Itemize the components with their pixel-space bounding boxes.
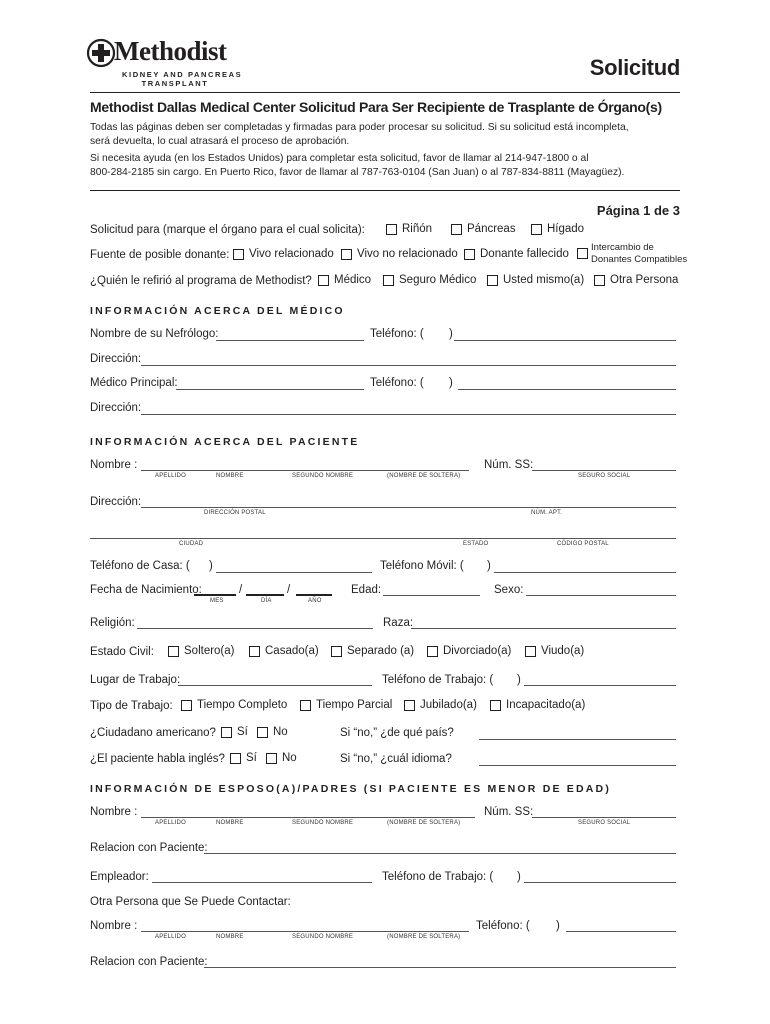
sub-label-maiden: (NOMBRE DE SOLTERA) <box>387 934 461 940</box>
sub-label-ss: SEGURO SOCIAL <box>578 820 631 826</box>
nephrologist-phone-field[interactable] <box>454 340 676 341</box>
organ-label: Solicitud para (marque el órgano para el cual solicita): <box>90 224 365 236</box>
mobile-phone-field[interactable] <box>494 572 676 573</box>
dob-month-field[interactable] <box>194 594 236 596</box>
dob-label: Fecha de Nacimiento: <box>90 584 202 596</box>
checkbox[interactable] <box>181 700 192 711</box>
checkbox[interactable] <box>427 646 438 657</box>
checkbox[interactable] <box>233 249 244 260</box>
intro-line-3: Si necesita ayuda (en los Estados Unidos) para completar esta solicitud, favor de llamar al 214-947-1800 o al <box>90 153 589 164</box>
checkbox[interactable] <box>266 753 277 764</box>
religion-field[interactable] <box>137 628 373 629</box>
checkbox[interactable] <box>531 224 542 235</box>
referral-option-self[interactable]: Usted mismo(a) <box>487 274 584 286</box>
intro-line-4: 800-284-2185 sin cargo. En Puerto Rico, favor de llamar al 787-763-0104 (San Juan) o al 787-834-8811 (Mayagüez). <box>90 167 625 178</box>
nephrologist-field[interactable] <box>216 340 364 341</box>
primary-address-field[interactable] <box>141 414 676 415</box>
checkbox[interactable] <box>383 275 394 286</box>
sub-label-ss: SEGURO SOCIAL <box>578 473 631 479</box>
spouse-ss-label: Núm. SS: <box>484 806 534 818</box>
marital-label: Estado Civil: <box>90 646 154 658</box>
page-number: Página 1 de 3 <box>596 203 680 218</box>
primary-address-label: Dirección: <box>90 402 142 414</box>
contact-phone-close: ) <box>556 920 560 932</box>
patient-name-label: Nombre : <box>90 459 138 471</box>
other-contact-label: Otra Persona que Se Puede Contactar: <box>90 896 291 908</box>
dob-slash-2: / <box>287 584 291 596</box>
referral-option-doctor[interactable]: Médico <box>318 274 371 286</box>
primary-phone-close: ) <box>449 377 453 389</box>
english-option-no[interactable]: No <box>266 752 297 764</box>
logo-name: Methodist <box>114 36 227 66</box>
checkbox[interactable] <box>331 646 342 657</box>
sub-label-surname: APELLIDO <box>155 820 186 826</box>
workplace-field[interactable] <box>178 685 372 686</box>
referral-option-other[interactable]: Otra Persona <box>594 274 678 286</box>
citizen-label: ¿Ciudadano americano? <box>90 727 216 739</box>
spouse-work-phone-close: ) <box>517 871 521 883</box>
sub-label-apt: NÚM. APT. <box>531 510 563 516</box>
citizen-option-yes[interactable]: Sí <box>221 726 248 738</box>
home-phone-close: ) <box>209 560 213 572</box>
nephrologist-phone-close: ) <box>449 328 453 340</box>
checkbox[interactable] <box>300 700 311 711</box>
home-phone-label: Teléfono de Casa: ( <box>90 560 190 572</box>
spouse-work-phone-label: Teléfono de Trabajo: ( <box>382 871 494 883</box>
logo-subtitle-1: KIDNEY AND PANCREAS <box>122 70 243 79</box>
spouse-ss-field[interactable] <box>532 817 676 818</box>
donor-label: Fuente de posible donante: <box>90 249 230 261</box>
sub-label-middlename: SEGUNDO NOMBRE <box>292 820 354 826</box>
organ-option-kidney[interactable]: Riñón <box>386 223 432 235</box>
nephrologist-label: Nombre de su Nefrólogo: <box>90 328 219 340</box>
primary-doctor-field[interactable] <box>176 389 364 390</box>
logo-subtitle-2: TRANSPLANT <box>141 79 209 88</box>
work-option-disabled[interactable]: Incapacitado(a) <box>490 699 585 711</box>
contact-relation-label: Relacion con Paciente: <box>90 956 208 968</box>
sub-label-middlename: SEGUNDO NOMBRE <box>292 934 354 940</box>
sub-label-maiden: (NOMBRE DE SOLTERA) <box>387 820 461 826</box>
donor-option-related[interactable]: Vivo relacionado <box>233 248 334 260</box>
sub-label-firstname: NOMBRE <box>216 473 244 479</box>
employer-field[interactable] <box>152 882 372 883</box>
checkbox[interactable] <box>318 275 329 286</box>
checkbox[interactable] <box>404 700 415 711</box>
sex-field[interactable] <box>526 595 676 596</box>
spouse-relation-label: Relacion con Paciente: <box>90 842 208 854</box>
sub-label-month: MES <box>210 598 224 604</box>
sub-label-day: DÍA <box>261 598 272 604</box>
doctor-address-field[interactable] <box>141 365 676 366</box>
dob-day-field[interactable] <box>246 594 284 596</box>
checkbox[interactable] <box>341 249 352 260</box>
patient-address-label: Dirección: <box>90 496 142 508</box>
work-type-label: Tipo de Trabajo: <box>90 700 173 712</box>
section-heading-spouse: INFORMACIÓN DE ESPOSO(A)/PADRES (SI PACIENTE ES MENOR DE EDAD) <box>90 783 612 795</box>
work-phone-label: Teléfono de Trabajo: ( <box>382 674 494 686</box>
work-phone-field[interactable] <box>524 685 676 686</box>
checkbox[interactable] <box>386 224 397 235</box>
section-heading-patient: INFORMACIÓN ACERCA DEL PACIENTE <box>90 436 360 448</box>
cross-globe-icon <box>86 38 116 68</box>
language-field[interactable] <box>479 765 676 766</box>
language-label: Si “no,” ¿cuál idioma? <box>340 753 452 765</box>
race-field[interactable] <box>411 628 676 629</box>
form-title: Methodist Dallas Medical Center Solicitud Para Ser Recipiente de Trasplante de Órgano(s) <box>90 99 662 115</box>
marital-option-single[interactable]: Soltero(a) <box>168 645 235 657</box>
primary-doctor-label: Médico Principal: <box>90 377 178 389</box>
race-label: Raza: <box>383 617 414 629</box>
page-title: Solicitud <box>589 55 680 80</box>
work-option-retired[interactable]: Jubilado(a) <box>404 699 477 711</box>
donor-option-unrelated[interactable]: Vivo no relacionado <box>341 248 458 260</box>
checkbox[interactable] <box>257 727 268 738</box>
checkbox[interactable] <box>230 753 241 764</box>
checkbox[interactable] <box>464 249 475 260</box>
sub-label-zip: CÓDIGO POSTAL <box>557 541 609 547</box>
contact-relation-field[interactable] <box>204 967 676 968</box>
sub-label-state: ESTADO <box>463 541 489 547</box>
marital-option-separated[interactable]: Separado (a) <box>331 645 414 657</box>
checkbox[interactable] <box>525 646 536 657</box>
contact-name-field[interactable] <box>141 931 469 932</box>
age-label: Edad: <box>351 584 382 596</box>
patient-ss-label: Núm. SS: <box>484 459 534 471</box>
section-heading-doctor: INFORMACIÓN ACERCA DEL MÉDICO <box>90 305 345 317</box>
referral-label: ¿Quién le refirió al programa de Methodist? <box>90 275 312 287</box>
work-option-parttime[interactable]: Tiempo Parcial <box>300 699 392 711</box>
work-option-fulltime[interactable]: Tiempo Completo <box>181 699 287 711</box>
sub-label-surname: APELLIDO <box>155 473 186 479</box>
work-phone-close: ) <box>517 674 521 686</box>
checkbox[interactable] <box>490 700 501 711</box>
patient-city-field[interactable] <box>90 538 676 539</box>
primary-phone-label: Teléfono: ( <box>370 377 424 389</box>
sub-label-firstname: NOMBRE <box>216 820 244 826</box>
mobile-phone-label: Teléfono Móvil: ( <box>380 560 464 572</box>
age-field[interactable] <box>383 595 480 596</box>
spouse-work-phone-field[interactable] <box>524 882 676 883</box>
nephrologist-phone-label: Teléfono: ( <box>370 328 424 340</box>
sub-label-maiden: (NOMBRE DE SOLTERA) <box>387 473 461 479</box>
spouse-name-label: Nombre : <box>90 806 138 818</box>
primary-phone-field[interactable] <box>458 389 676 390</box>
citizen-option-no[interactable]: No <box>257 726 288 738</box>
sub-label-middlename: SEGUNDO NOMBRE <box>292 473 354 479</box>
marital-option-married[interactable]: Casado(a) <box>249 645 319 657</box>
spouse-name-field[interactable] <box>141 817 475 818</box>
contact-name-label: Nombre : <box>90 920 138 932</box>
contact-phone-label: Teléfono: ( <box>476 920 530 932</box>
intro-rule <box>90 190 680 191</box>
intro-line-1: Todas las páginas deben ser completadas y firmadas para poder procesar su solicitud. Si su solicitud está incompleta, <box>90 122 629 133</box>
sub-label-year: AÑO <box>308 598 322 604</box>
sub-label-city: CIUDAD <box>179 541 204 547</box>
religion-label: Religión: <box>90 617 135 629</box>
sex-label: Sexo: <box>494 584 524 596</box>
referral-option-insurance[interactable]: Seguro Médico <box>383 274 476 286</box>
sub-label-surname: APELLIDO <box>155 934 186 940</box>
header-rule <box>90 92 680 93</box>
donor-option-deceased[interactable]: Donante fallecido <box>464 248 569 260</box>
checkbox[interactable] <box>168 646 179 657</box>
country-label: Si “no,” ¿de qué país? <box>340 727 454 739</box>
checkbox[interactable] <box>249 646 260 657</box>
organ-option-liver[interactable]: Hígado <box>531 223 584 235</box>
checkbox[interactable] <box>487 275 498 286</box>
marital-option-divorced[interactable]: Divorciado(a) <box>427 645 511 657</box>
country-field[interactable] <box>479 739 676 740</box>
dob-year-field[interactable] <box>296 594 332 596</box>
workplace-label: Lugar de Trabajo: <box>90 674 181 686</box>
checkbox[interactable] <box>594 275 605 286</box>
spouse-relation-field[interactable] <box>204 853 676 854</box>
patient-name-field[interactable] <box>141 470 469 471</box>
patient-address-field[interactable] <box>141 507 676 508</box>
intro-line-2: será devuelta, lo cual atrasará el proceso de aprobación. <box>90 136 350 147</box>
mobile-phone-close: ) <box>487 560 491 572</box>
employer-label: Empleador: <box>90 871 149 883</box>
patient-ss-field[interactable] <box>532 470 676 471</box>
english-label: ¿El paciente habla inglés? <box>90 753 225 765</box>
sub-label-postal: DIRECCIÓN POSTAL <box>204 510 266 516</box>
marital-option-widowed[interactable]: Viudo(a) <box>525 645 584 657</box>
contact-phone-field[interactable] <box>566 931 676 932</box>
doctor-address-label: Dirección: <box>90 353 142 365</box>
home-phone-field[interactable] <box>216 572 372 573</box>
organ-option-pancreas[interactable]: Páncreas <box>451 223 516 235</box>
sub-label-firstname: NOMBRE <box>216 934 244 940</box>
checkbox[interactable] <box>221 727 232 738</box>
checkbox[interactable] <box>451 224 462 235</box>
dob-slash-1: / <box>239 584 243 596</box>
checkbox[interactable] <box>577 248 588 259</box>
english-option-yes[interactable]: Sí <box>230 752 257 764</box>
